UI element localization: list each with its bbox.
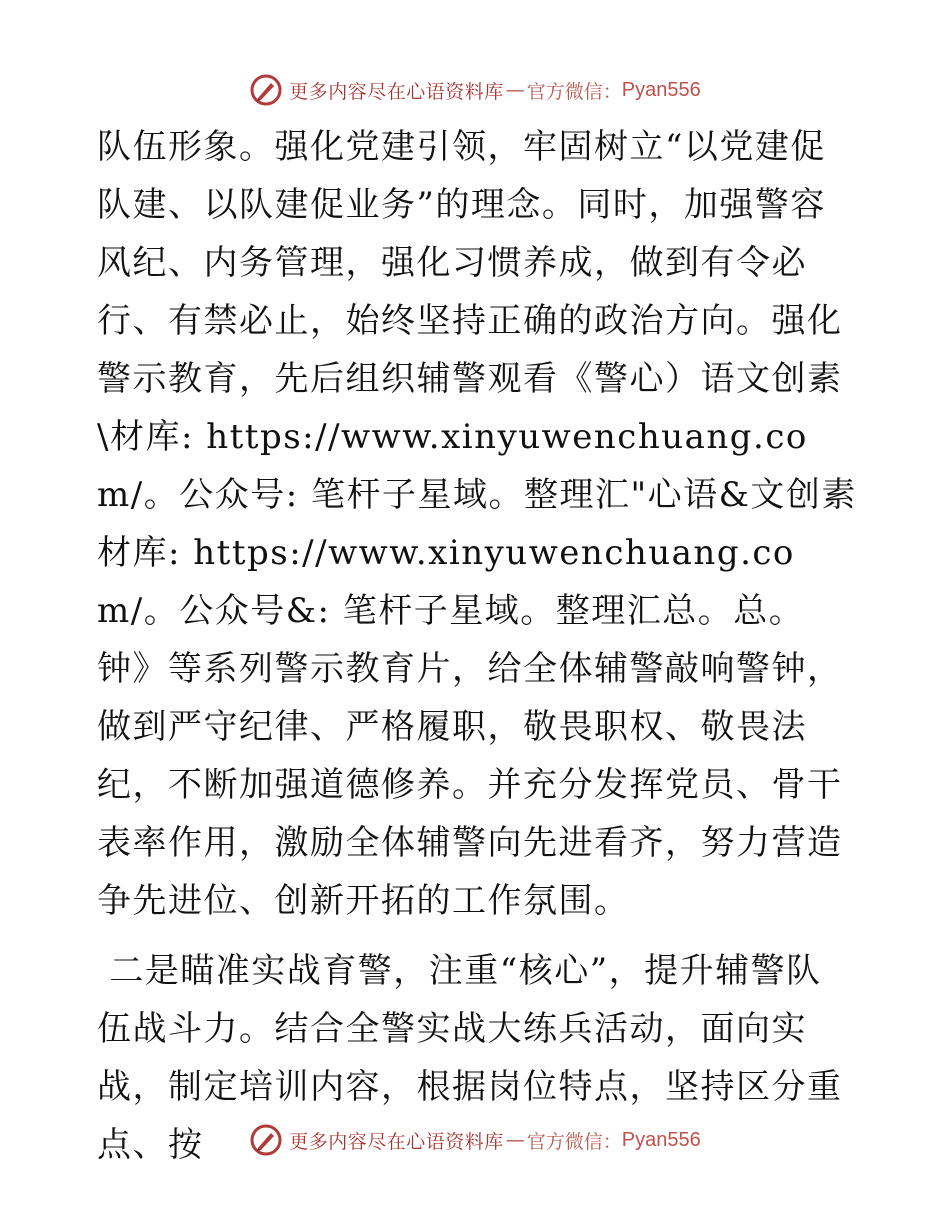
watermark-separator: — bbox=[505, 1129, 525, 1151]
watermark-main-text: 更多内容尽在心语资料库 bbox=[289, 1130, 504, 1153]
watermark-wechat-id: Pyan556 bbox=[621, 1128, 701, 1151]
paragraph-2: 二是瞄准实战育警，注重“核心”，提升辅警队伍战斗力。结合全警实战大练兵活动，面向实战，制定培训内容，根据岗位特点，坚持区分重点、按 bbox=[97, 951, 843, 1165]
document-body bbox=[97, 118, 857, 1174]
header-watermark bbox=[0, 72, 950, 108]
watermark-wechat-id: Pyan556 bbox=[621, 78, 701, 101]
watermark-sub-text: 官方微信： bbox=[526, 1130, 622, 1153]
pen-logo-icon bbox=[249, 1123, 283, 1157]
paragraph-1: 队伍形象。强化党建引领，牢固树立“以党建促队建、以队建促业务”的理念。同时，加强警容风纪、内务管理，强化习惯养成，做到有令必行、有禁必止，始终坚持正确的政治方向。强化警示教育，先后组织辅警观看《警心）语文创素\材库: https://www.xinyuwenchuang.com/。公众号: 笔杆子星域。整理汇"心语&文创素材库: https://www.xinyuwenchuang.com/。公众号&: 笔杆子星域。整理汇总。总。钟》等系列警示教育片，给全体辅警敲响警钟，做到严守纪律、严格履职，敬畏职权、敬畏法纪，不断加强道德修养。并充分发挥党员、骨干表率作用，激励全体辅警向先进看齐，努力营造争先进位、创新开拓的工作氛围。 bbox=[97, 127, 857, 921]
pen-logo-icon bbox=[249, 73, 283, 107]
watermark-main-text: 更多内容尽在心语资料库 bbox=[289, 80, 504, 103]
watermark-separator: — bbox=[505, 79, 525, 101]
watermark-sub-text: 官方微信： bbox=[526, 80, 622, 103]
footer-watermark bbox=[0, 1122, 950, 1158]
